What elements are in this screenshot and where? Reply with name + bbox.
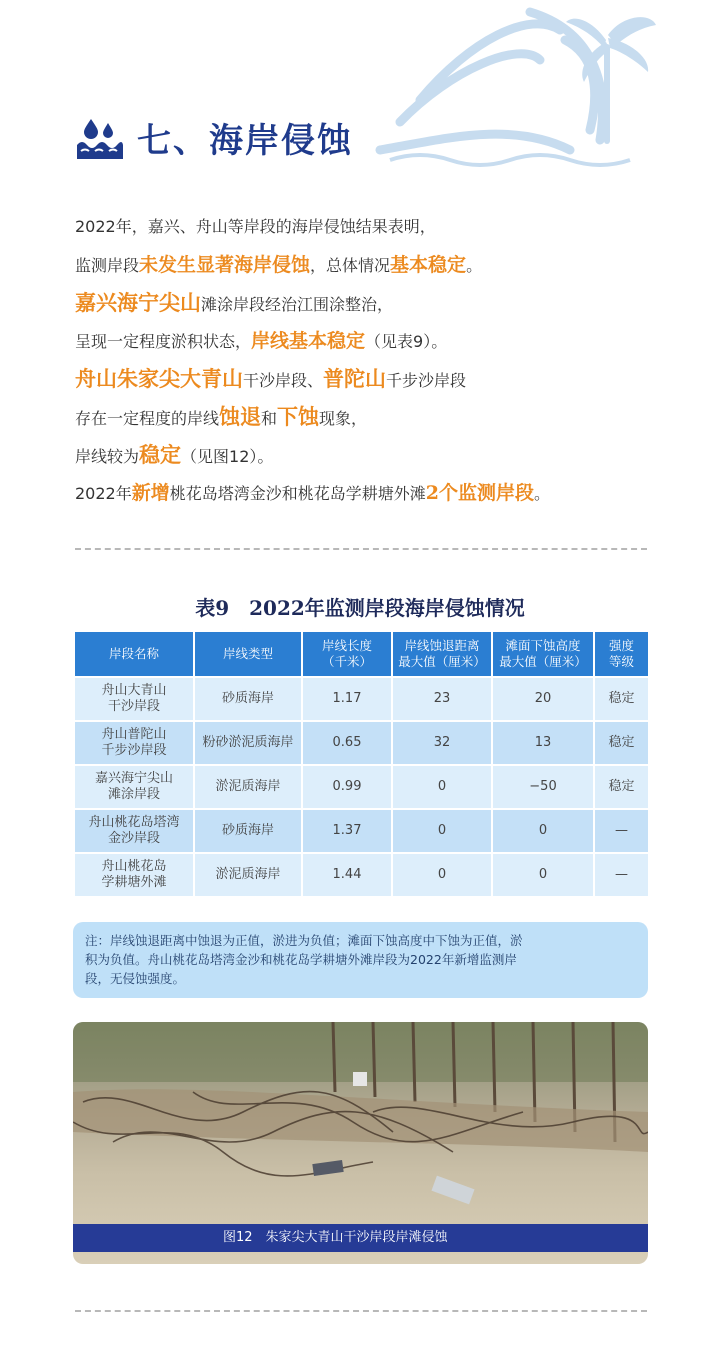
cell-type: 粉砂淤泥质海岸 (194, 721, 302, 765)
text: 。 (466, 256, 483, 275)
coastal-erosion-table (73, 630, 650, 898)
cell-type: 淤泥质海岸 (194, 765, 302, 809)
table-row (74, 677, 649, 721)
highlight-text: 下蚀 (277, 404, 320, 429)
column-header: 强度 等级 (594, 631, 649, 677)
cell-retreat: 32 (392, 721, 492, 765)
highlight-text: 嘉兴海宁尖山 (75, 290, 201, 315)
highlight-text: 新增 (131, 482, 170, 504)
note-line: 注：岸线蚀退距离中蚀退为正值，淤进为负值；滩面下蚀高度中下蚀为正值，淤 (85, 933, 523, 948)
column-header: 岸线长度 （千米） (302, 631, 392, 677)
paragraph-line-3 (75, 284, 675, 322)
column-header: 岸段名称 (74, 631, 194, 677)
note-line: 段，无侵蚀强度。 (85, 971, 186, 986)
paragraph-line-4 (75, 322, 675, 360)
text: 现象， (319, 409, 368, 428)
text: 存在一定程度的岸线 (75, 409, 220, 428)
column-header: 滩面下蚀高度 最大值（厘米） (492, 631, 594, 677)
paragraph-line-2 (75, 246, 675, 284)
section-title: 七、海岸侵蚀 (137, 120, 353, 161)
text: ，总体情况 (310, 256, 391, 275)
cell-downcut: 0 (492, 809, 594, 853)
cell-name: 舟山桃花岛塔湾 金沙岸段 (74, 809, 194, 853)
cell-length: 0.65 (302, 721, 392, 765)
erosion-photo (73, 1022, 648, 1264)
text: 千步沙岸段 (386, 371, 467, 390)
table-note (73, 922, 648, 998)
table-header-row (74, 631, 649, 677)
cell-retreat: 23 (392, 677, 492, 721)
section-header (75, 112, 353, 162)
cell-retreat: 0 (392, 853, 492, 897)
figure-caption: 图12 朱家尖大青山干沙岸段岸滩侵蚀 (73, 1224, 648, 1252)
table-row (74, 809, 649, 853)
cell-length: 1.37 (302, 809, 392, 853)
highlight-text: 普陀山 (323, 366, 387, 391)
wave-palm-decoration-icon (360, 0, 660, 175)
paragraph-line-5 (75, 360, 675, 398)
note-line: 积为负值。舟山桃花岛塔湾金沙和桃花岛学耕塘外滩岸段为2022年新增监测岸 (85, 952, 517, 967)
table-row (74, 853, 649, 897)
cell-downcut: 0 (492, 853, 594, 897)
table-title: 表9 2022年监测岸段海岸侵蚀情况 (195, 596, 525, 620)
text: 2022年，嘉兴、舟山等岸段的海岸侵蚀结果表明， (75, 217, 436, 236)
cell-length: 1.44 (302, 853, 392, 897)
cell-name: 嘉兴海宁尖山 滩涂岸段 (74, 765, 194, 809)
table-row (74, 765, 649, 809)
cell-level: — (594, 853, 649, 897)
cell-downcut: 13 (492, 721, 594, 765)
text: 干沙岸段、 (243, 371, 324, 390)
paragraph-line-8 (75, 474, 675, 512)
paragraph-line-6 (75, 398, 675, 436)
highlight-text: 基本稳定 (390, 254, 467, 276)
cell-name: 舟山普陀山 千步沙岸段 (74, 721, 194, 765)
text: 。 (534, 484, 551, 503)
text: 滩涂岸段经治江围涂整治， (201, 295, 394, 314)
highlight-text: 舟山朱家尖大青山 (75, 366, 243, 391)
cell-downcut: −50 (492, 765, 594, 809)
cell-type: 砂质海岸 (194, 809, 302, 853)
cell-name: 舟山大青山 干沙岸段 (74, 677, 194, 721)
highlight-text: 未发生显著海岸侵蚀 (139, 254, 311, 276)
text: 和 (261, 409, 278, 428)
cell-level: 稳定 (594, 765, 649, 809)
cell-retreat: 0 (392, 765, 492, 809)
text: （见表9）。 (365, 332, 448, 351)
text: 岸线较为 (75, 447, 140, 466)
cell-length: 0.99 (302, 765, 392, 809)
text: 监测岸段 (75, 256, 140, 275)
highlight-text: 稳定 (139, 442, 182, 467)
highlight-text: 岸线基本稳定 (251, 330, 366, 352)
cell-level: 稳定 (594, 677, 649, 721)
highlight-text: 蚀退 (219, 404, 262, 429)
dashed-divider (75, 1310, 647, 1312)
water-drops-waves-icon (75, 115, 123, 159)
cell-name: 舟山桃花岛 学耕塘外滩 (74, 853, 194, 897)
paragraph-line-7 (75, 436, 675, 474)
beach-vegetation-illustration (73, 1022, 648, 1224)
cell-downcut: 20 (492, 677, 594, 721)
text: 2022年 (75, 484, 132, 503)
cell-length: 1.17 (302, 677, 392, 721)
text: （见图12）。 (181, 447, 274, 466)
summary-paragraph (75, 208, 675, 512)
text: 呈现一定程度淤积状态， (75, 332, 252, 351)
highlight-text: 2个监测岸段 (425, 482, 534, 504)
column-header: 岸线蚀退距离 最大值（厘米） (392, 631, 492, 677)
cell-level: 稳定 (594, 721, 649, 765)
cell-level: — (594, 809, 649, 853)
cell-retreat: 0 (392, 809, 492, 853)
dashed-divider (75, 548, 647, 550)
table-row (74, 721, 649, 765)
column-header: 岸线类型 (194, 631, 302, 677)
text: 桃花岛塔湾金沙和桃花岛学耕塘外滩 (169, 484, 426, 503)
cell-type: 淤泥质海岸 (194, 853, 302, 897)
cell-type: 砂质海岸 (194, 677, 302, 721)
paragraph-line-1 (75, 208, 675, 246)
